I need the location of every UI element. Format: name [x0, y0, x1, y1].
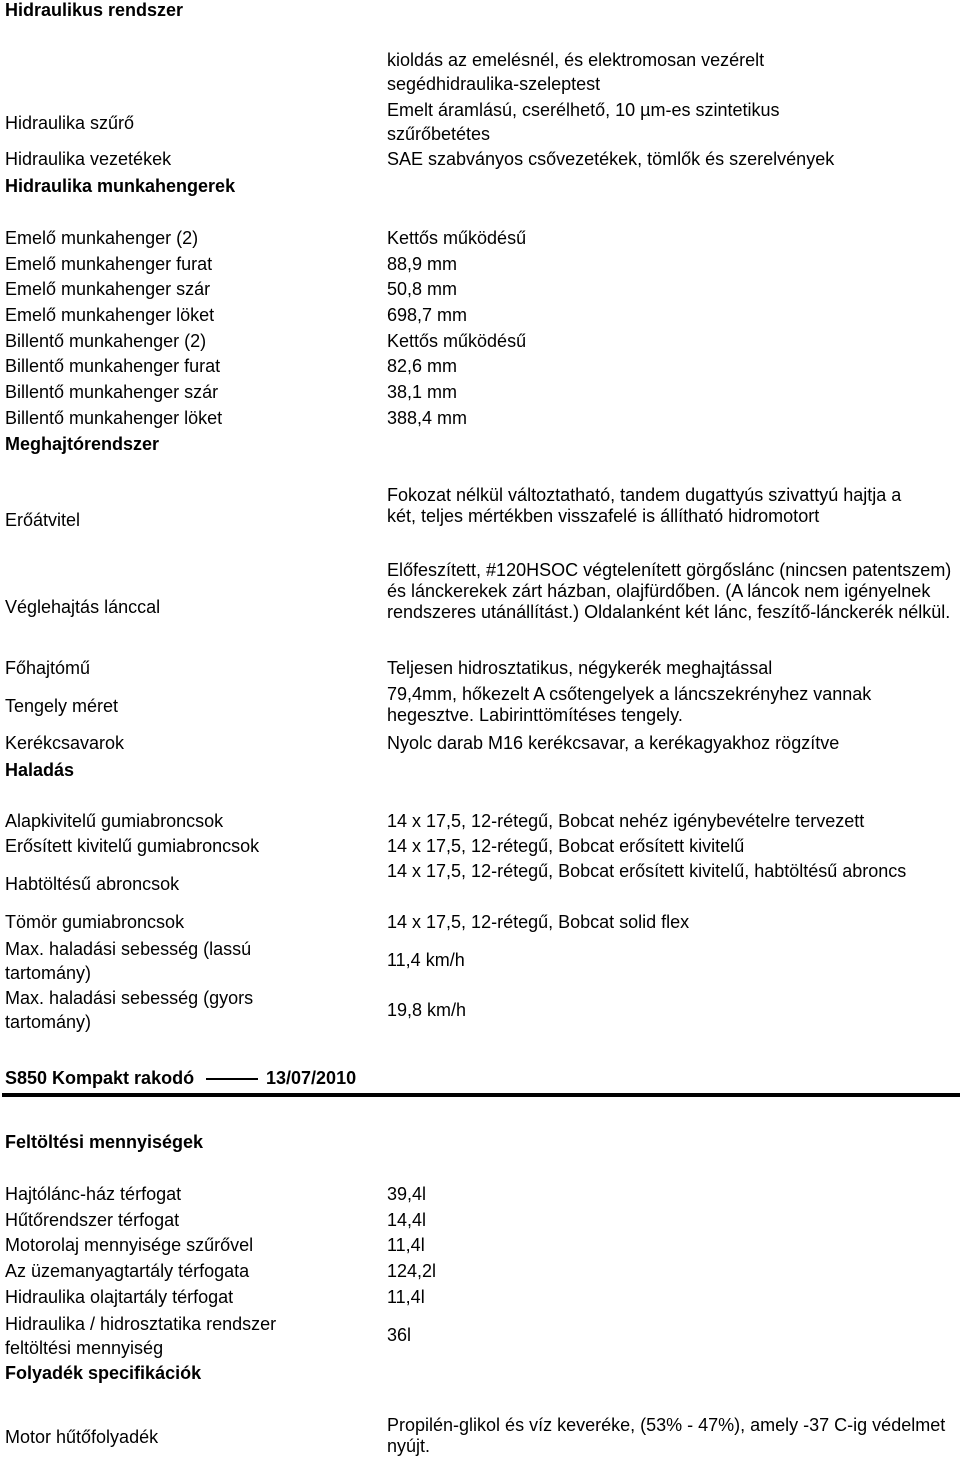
hydro-capacity-value: 36l: [387, 1325, 412, 1345]
cylinder-row-label: Emelő munkahenger szár: [5, 279, 211, 299]
coolant-value: Propilén-glikol és víz keveréke, (53% - 47%), amely -37 C-ig védelmet nyújt.: [387, 1415, 946, 1456]
speed-low-value: 11,4 km/h: [387, 950, 465, 970]
cylinder-row-value: 388,4 mm: [387, 408, 468, 428]
filter-value-line2: szűrőbetétes: [387, 124, 491, 144]
drive-heading: Meghajtórendszer: [5, 434, 160, 454]
lines-label: Hidraulika vezetékek: [5, 149, 172, 169]
speed-high-label: Max. haladási sebesség (gyors tartomány): [5, 988, 254, 1032]
main-drive-label: Főhajtómű: [5, 658, 91, 678]
axle-value: 79,4mm, hőkezelt A csőtengelyek a láncszekrényhez vannak hegesztve. Labirinttömítéses tengely.: [387, 684, 872, 725]
travel-heading: Haladás: [5, 760, 75, 780]
wheel-bolts-label: Kerékcsavarok: [5, 733, 125, 753]
cylinder-row-value: 88,9 mm: [387, 254, 458, 274]
capacity-row-value: 14,4l: [387, 1210, 427, 1230]
cylinder-row-value: 698,7 mm: [387, 305, 468, 325]
cylinder-row-label: Emelő munkahenger furat: [5, 254, 213, 274]
speed-high-value: 19,8 km/h: [387, 1000, 467, 1020]
final-drive-label: Véglehajtás lánccal: [5, 597, 161, 617]
cylinder-row-label: Billentő munkahenger furat: [5, 356, 221, 376]
power-label: Erőátvitel: [5, 510, 81, 530]
solid-tires-value: 14 x 17,5, 12-rétegű, Bobcat solid flex: [387, 912, 690, 932]
lines-value: SAE szabványos csővezetékek, tömlők és szerelvények: [387, 149, 835, 169]
cylinder-row-label: Billentő munkahenger (2): [5, 331, 207, 351]
hydraulic-heading: Hidraulikus rendszer: [5, 0, 184, 20]
cylinder-row-label: Emelő munkahenger (2): [5, 228, 199, 248]
capacity-row-label: Motorolaj mennyisége szűrővel: [5, 1235, 254, 1255]
wheel-bolts-value: Nyolc darab M16 kerékcsavar, a kerékagyakhoz rögzítve: [387, 733, 840, 753]
cylinder-row-value: 82,6 mm: [387, 356, 458, 376]
hydraulic-intro-value-line2: segédhidraulika-szeleptest: [387, 74, 601, 94]
model-date-dash: [206, 1078, 258, 1080]
hd-tires-label: Erősített kivitelű gumiabroncsok: [5, 836, 260, 856]
document-date: 13/07/2010: [266, 1068, 357, 1088]
capacity-row-value: 124,2l: [387, 1261, 437, 1281]
hd-tires-value: 14 x 17,5, 12-rétegű, Bobcat erősített kivitelű: [387, 836, 745, 856]
axle-label: Tengely méret: [5, 696, 119, 716]
capacity-row-value: 11,4l: [387, 1287, 425, 1307]
capacities-heading: Feltöltési mennyiségek: [5, 1132, 204, 1152]
fluids-heading: Folyadék specifikációk: [5, 1363, 202, 1383]
cylinder-row-label: Billentő munkahenger löket: [5, 408, 223, 428]
speed-low-label: Max. haladási sebesség (lassú tartomány): [5, 939, 252, 983]
foam-tires-label: Habtöltésű abroncsok: [5, 874, 180, 894]
final-drive-value: Előfeszített, #120HSOC végtelenített görgőslánc (nincsen patentszem) és lánckerekek zárt házban, olajfürdőben. (A láncok nem igényelnek rendszeres utánállítást.) Oldalanként két lánc, feszítő-lánckerék nélkül.: [387, 560, 952, 622]
hydraulic-intro-value-line1: kioldás az emelésnél, és elektromosan vezérelt: [387, 50, 765, 70]
capacity-row-value: 11,4l: [387, 1235, 425, 1255]
coolant-label: Motor hűtőfolyadék: [5, 1427, 159, 1447]
capacity-row-value: 39,4l: [387, 1184, 427, 1204]
std-tires-value: 14 x 17,5, 12-rétegű, Bobcat nehéz igénybevételre tervezett: [387, 811, 865, 831]
section-divider: [2, 1093, 960, 1097]
cylinder-row-value: 50,8 mm: [387, 279, 458, 299]
solid-tires-label: Tömör gumiabroncsok: [5, 912, 185, 932]
capacity-row-label: Hidraulika olajtartály térfogat: [5, 1287, 234, 1307]
cylinder-row-label: Billentő munkahenger szár: [5, 382, 219, 402]
foam-tires-value: 14 x 17,5, 12-rétegű, Bobcat erősített kivitelű, habtöltésű abroncs: [387, 861, 907, 881]
cylinder-row-label: Emelő munkahenger löket: [5, 305, 215, 325]
cylinders-heading: Hidraulika munkahengerek: [5, 176, 236, 196]
main-drive-value: Teljesen hidrosztatikus, négykerék meghajtással: [387, 658, 773, 678]
filter-value-line1: Emelt áramlású, cserélhető, 10 µm-es szintetikus: [387, 100, 780, 120]
capacity-row-label: Hűtőrendszer térfogat: [5, 1210, 180, 1230]
cylinder-row-value: 38,1 mm: [387, 382, 458, 402]
power-value: Fokozat nélkül változtatható, tandem dugattyús szivattyú hajtja a két, teljes mértékben visszafelé is állítható hidromotort: [387, 485, 902, 526]
cylinder-row-value: Kettős működésű: [387, 331, 527, 351]
std-tires-label: Alapkivitelű gumiabroncsok: [5, 811, 224, 831]
capacity-row-label: Az üzemanyagtartály térfogata: [5, 1261, 250, 1281]
hydro-capacity-label: Hidraulika / hidrosztatika rendszer feltöltési mennyiség: [5, 1314, 277, 1358]
cylinder-row-value: Kettős működésű: [387, 228, 527, 248]
model-name: S850 Kompakt rakodó: [5, 1068, 195, 1088]
filter-label: Hidraulika szűrő: [5, 113, 135, 133]
capacity-row-label: Hajtólánc-ház térfogat: [5, 1184, 182, 1204]
